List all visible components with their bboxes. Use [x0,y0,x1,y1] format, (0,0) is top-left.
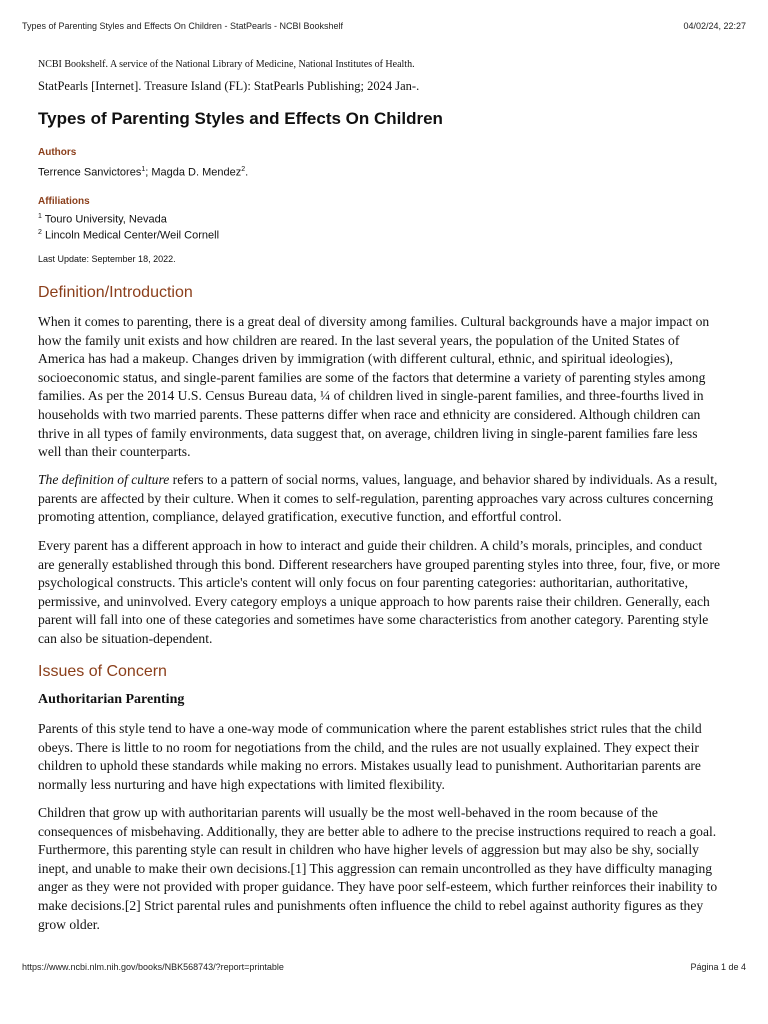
paragraph: When it comes to parenting, there is a great deal of diversity among families. Cultural backgrounds have a major impact on how the family unit exists and how children are reared. In the last several years, the population of the United States of America has had a makeup. Changes driven by immigration (with different cultural, ethnic, and spiritual ideologies), socioeconomic status, and single-parent families are some of the factors that determine a variety of parenting styles among families. As per the 2014 U.S. Census Bureau data, ¼ of children lived in single-parent families, and three-fourths lived in households with two married parents. These patterns differ when race and ethnicity are considered. Although children can thrive in all types of family environments, data suggest that, on average, children living in single-parent families fare less well than their counterparts. [38,314,710,460]
print-url: https://www.ncbi.nlm.nih.gov/books/NBK568743/?report=printable [22,962,284,972]
emphasis-text: The definition of culture [38,472,170,487]
page-title: Types of Parenting Styles and Effects On Children [38,109,443,128]
paragraph: Every parent has a different approach in how to interact and guide their children. A child’s morals, principles, and conduct are generally established through this bond. Different researchers have grouped parenting styles into three, four, five, or more psychological constructs. This article's content will only focus on four parenting categories: authoritarian, authoritative, permissive, and uninvolved. Every category employs a unique approach to how parents raise their children. Generally, each parent will fall into one of these categories and sometimes have some characteristics from another category. Parenting style can also be situation-dependent. [38,538,721,646]
last-update: Last Update: September 18, 2022. [38,254,176,264]
author-separator: ; [145,166,152,179]
author-affiliation-ref[interactable]: 1 [141,166,146,173]
authors-list [38,166,248,179]
print-page-title: Types of Parenting Styles and Effects On Children - StatPearls - NCBI Bookshelf [22,21,343,31]
affiliation-text: Lincoln Medical Center/Weil Cornell [44,229,220,242]
paragraph-text: refers to a pattern of social norms, values, language, and behavior shared by individuals. As a result, parents are affected by their culture. When it comes to self-regulation, parenting approaches vary across cultures concerning promoting attention, compliance, delayed gratification, executive function, and effortful control. [38,472,718,525]
ncbi-service-line: NCBI Bookshelf. A service of the National Library of Medicine, National Institutes of Health. [38,59,415,70]
paragraph: Children that grow up with authoritarian parents will usually be the most well-behaved in the room because of the consequences of misbehaving. Additionally, they are better able to adhere to the precise instructions required to reach a goal. Furthermore, this parenting style can result in children who have higher levels of aggression but may also be shy, socially inept, and unable to make their own decisions.[1] This aggression can remain uncontrolled as they have difficulty managing anger as they were not provided with proper guidance. They have poor self-esteem, which further reinforces their inability to make decisions.[2] Strict parental rules and punishments often influence the child to rebel against authority figures as they grow older. [38,805,718,932]
author-affiliation-ref[interactable]: 2 [241,166,246,173]
paragraph: Parents of this style tend to have a one-way mode of communication where the parent establishes strict rules that the child obeys. There is little to no room for negotiations from the child, and the rules are not usually explained. They expect their children to uphold these standards while making no errors. Mistakes usually lead to punishment. Authoritarian parents are normally less nurturing and have high expectations with limited flexibility. [38,721,702,792]
affiliation-item [38,213,167,226]
print-datetime: 04/02/24, 22:27 [683,21,746,31]
section-heading-issues: Issues of Concern [38,663,167,680]
affiliation-number: 2 [38,229,42,236]
affiliation-number: 1 [38,213,42,220]
affiliation-text: Touro University, Nevada [44,213,167,226]
authors-label: Authors [38,147,77,158]
affiliations-label: Affiliations [38,196,90,207]
print-page-number: Página 1 de 4 [690,962,746,972]
citation: StatPearls [Internet]. Treasure Island (FL): StatPearls Publishing; 2024 Jan-. [38,79,420,93]
author-name[interactable]: Magda D. Mendez [151,166,242,179]
print-footer [22,962,746,972]
print-header [22,21,746,31]
section-heading-definition: Definition/Introduction [38,284,193,301]
paragraph [38,471,722,527]
subheading-authoritarian: Authoritarian Parenting [38,692,185,707]
author-name[interactable]: Terrence Sanvictores [38,166,142,179]
author-separator: . [245,166,249,179]
affiliation-item [38,229,219,242]
